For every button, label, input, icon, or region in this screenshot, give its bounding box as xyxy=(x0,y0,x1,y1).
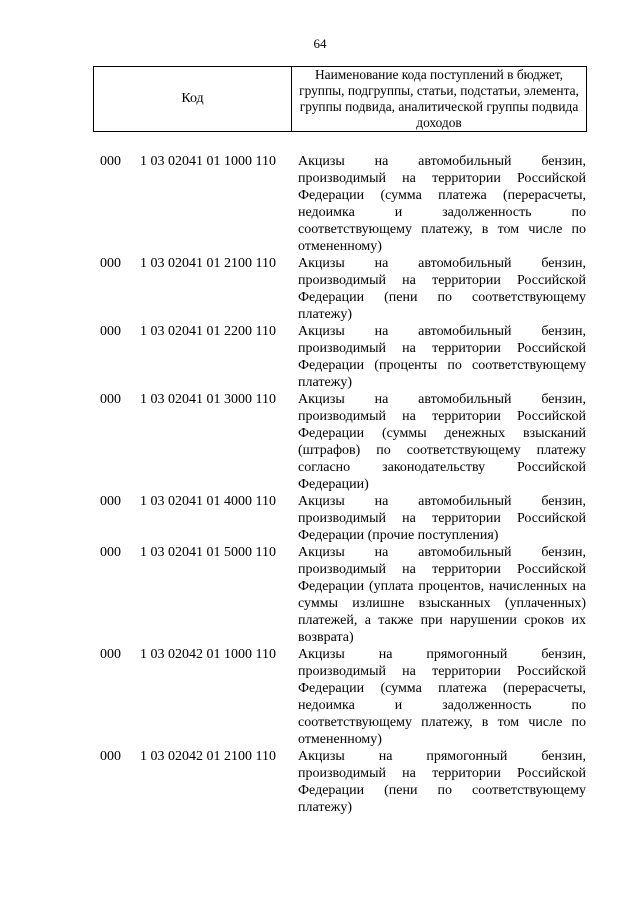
row-name: Акцизы на автомобильный бензин, производимый на территории Российской Федерации (уплата процентов, начисленных на суммы излишне взысканных (уплаченных) платежей, а также при нарушении сроков их возврата) xyxy=(298,545,586,645)
row-group-code: 000 xyxy=(100,154,121,169)
row-budget-code: 1 03 02041 01 4000 110 xyxy=(140,494,276,509)
row-group-code: 000 xyxy=(100,256,121,271)
table-row xyxy=(0,323,640,391)
row-name: Акцизы на прямогонный бензин, производимый на территории Российской Федерации (пени по соответствующему платежу) xyxy=(298,749,586,815)
row-name: Акцизы на автомобильный бензин, производимый на территории Российской Федерации (прочие поступления) xyxy=(298,494,586,543)
row-group-code: 000 xyxy=(100,749,121,764)
row-budget-code: 1 03 02041 01 5000 110 xyxy=(140,545,276,560)
row-budget-code: 1 03 02041 01 2100 110 xyxy=(140,256,276,271)
table-row xyxy=(0,153,640,255)
row-group-code: 000 xyxy=(100,324,121,339)
row-name: Акцизы на прямогонный бензин, производимый на территории Российской Федерации (сумма платежа (перерасчеты, недоимка и задолженность по соответствующему платежу, в том числе по отмененному) xyxy=(298,647,586,747)
table-row xyxy=(0,255,640,323)
row-budget-code: 1 03 02042 01 1000 110 xyxy=(140,647,276,662)
table-row xyxy=(0,544,640,646)
row-group-code: 000 xyxy=(100,494,121,509)
table-row xyxy=(0,493,640,544)
row-name: Акцизы на автомобильный бензин, производимый на территории Российской Федерации (суммы денежных взысканий (штрафов) по соответствующему платежу согласно законодательству Российской Федерации) xyxy=(298,392,586,492)
table-row xyxy=(0,748,640,816)
row-group-code: 000 xyxy=(100,647,121,662)
header-name-cell: Наименование кода поступлений в бюджет, группы, подгруппы, статьи, подстатьи, элемента, группы подвида, аналитической группы подвида доходов xyxy=(299,67,579,130)
table-body xyxy=(0,153,640,816)
row-budget-code: 1 03 02042 01 2100 110 xyxy=(140,749,276,764)
page-number: 64 xyxy=(313,36,327,51)
header-code-cell: Код xyxy=(94,67,292,131)
row-name: Акцизы на автомобильный бензин, производимый на территории Российской Федерации (пени по соответствующему платежу) xyxy=(298,256,586,322)
row-name: Акцизы на автомобильный бензин, производимый на территории Российской Федерации (сумма платежа (перерасчеты, недоимка и задолженность по соответствующему платежу, в том числе по отмененному) xyxy=(298,154,586,254)
table-row xyxy=(0,646,640,748)
row-name: Акцизы на автомобильный бензин, производимый на территории Российской Федерации (проценты по соответствующему платежу) xyxy=(298,324,586,390)
row-group-code: 000 xyxy=(100,545,121,560)
row-budget-code: 1 03 02041 01 1000 110 xyxy=(140,154,276,169)
row-budget-code: 1 03 02041 01 2200 110 xyxy=(140,324,276,339)
row-budget-code: 1 03 02041 01 3000 110 xyxy=(140,392,276,407)
table-header xyxy=(93,66,587,132)
row-group-code: 000 xyxy=(100,392,121,407)
table-row xyxy=(0,391,640,493)
